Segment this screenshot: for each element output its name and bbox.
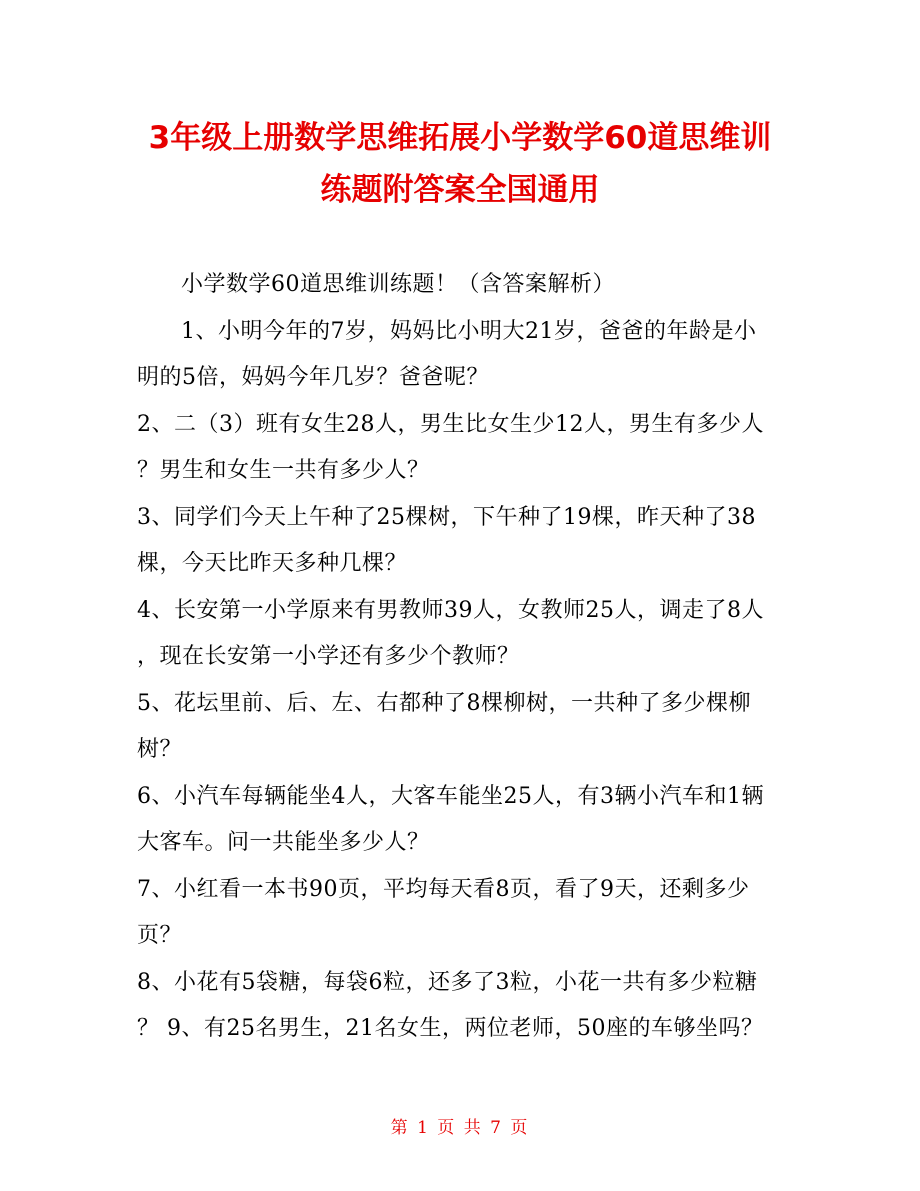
body-line: ？ 9、有25名男生，21名女生，两位老师，50座的车够坐吗？	[137, 1016, 764, 1041]
body-line: 3、同学们今天上午种了25棵树，下午种了19棵，昨天种了38	[137, 504, 756, 530]
page-footer: 第 1 页 共 7 页	[390, 1118, 530, 1138]
body-line: 2、二（3）班有女生28人，男生比女生少12人，男生有多少人	[137, 411, 764, 437]
body-line: 大客车。问一共能坐多少人？	[137, 830, 430, 855]
body-line: ？男生和女生一共有多少人？	[137, 458, 430, 483]
body-line: 7、小红看一本书90页，平均每天看8页，看了9天，还剩多少	[137, 876, 750, 902]
body-line: 树？	[137, 737, 183, 762]
document-title	[120, 112, 800, 216]
body-line: 6、小汽车每辆能坐4人，大客车能坐25人，有3辆小汽车和1辆	[137, 783, 764, 809]
body-line: 8、小花有5袋糖，每袋6粒，还多了3粒，小花一共有多少粒糖	[137, 969, 758, 995]
body-line: 棵，今天比昨天多种几棵？	[137, 551, 408, 576]
intro-line: 小学数学60道思维训练题！（含答案解析）	[181, 272, 615, 297]
body-line: 页？	[137, 923, 183, 948]
body-line: 5、花坛里前、后、左、右都种了8棵柳树，一共种了多少棵柳	[137, 690, 751, 716]
body-line: 明的5倍，妈妈今年几岁？爸爸呢？	[137, 365, 489, 390]
body-line: ，现在长安第一小学还有多少个教师？	[137, 644, 520, 669]
title-line-1: 3年级上册数学思维拓展小学数学60道思维训	[148, 120, 772, 156]
document-body	[137, 262, 787, 1053]
body-line: 4、长安第一小学原来有男教师39人，女教师25人，调走了8人	[137, 597, 764, 623]
title-line-2: 练题附答案全国通用	[320, 172, 600, 208]
body-line: 1、小明今年的7岁，妈妈比小明大21岁，爸爸的年龄是小	[181, 318, 757, 344]
